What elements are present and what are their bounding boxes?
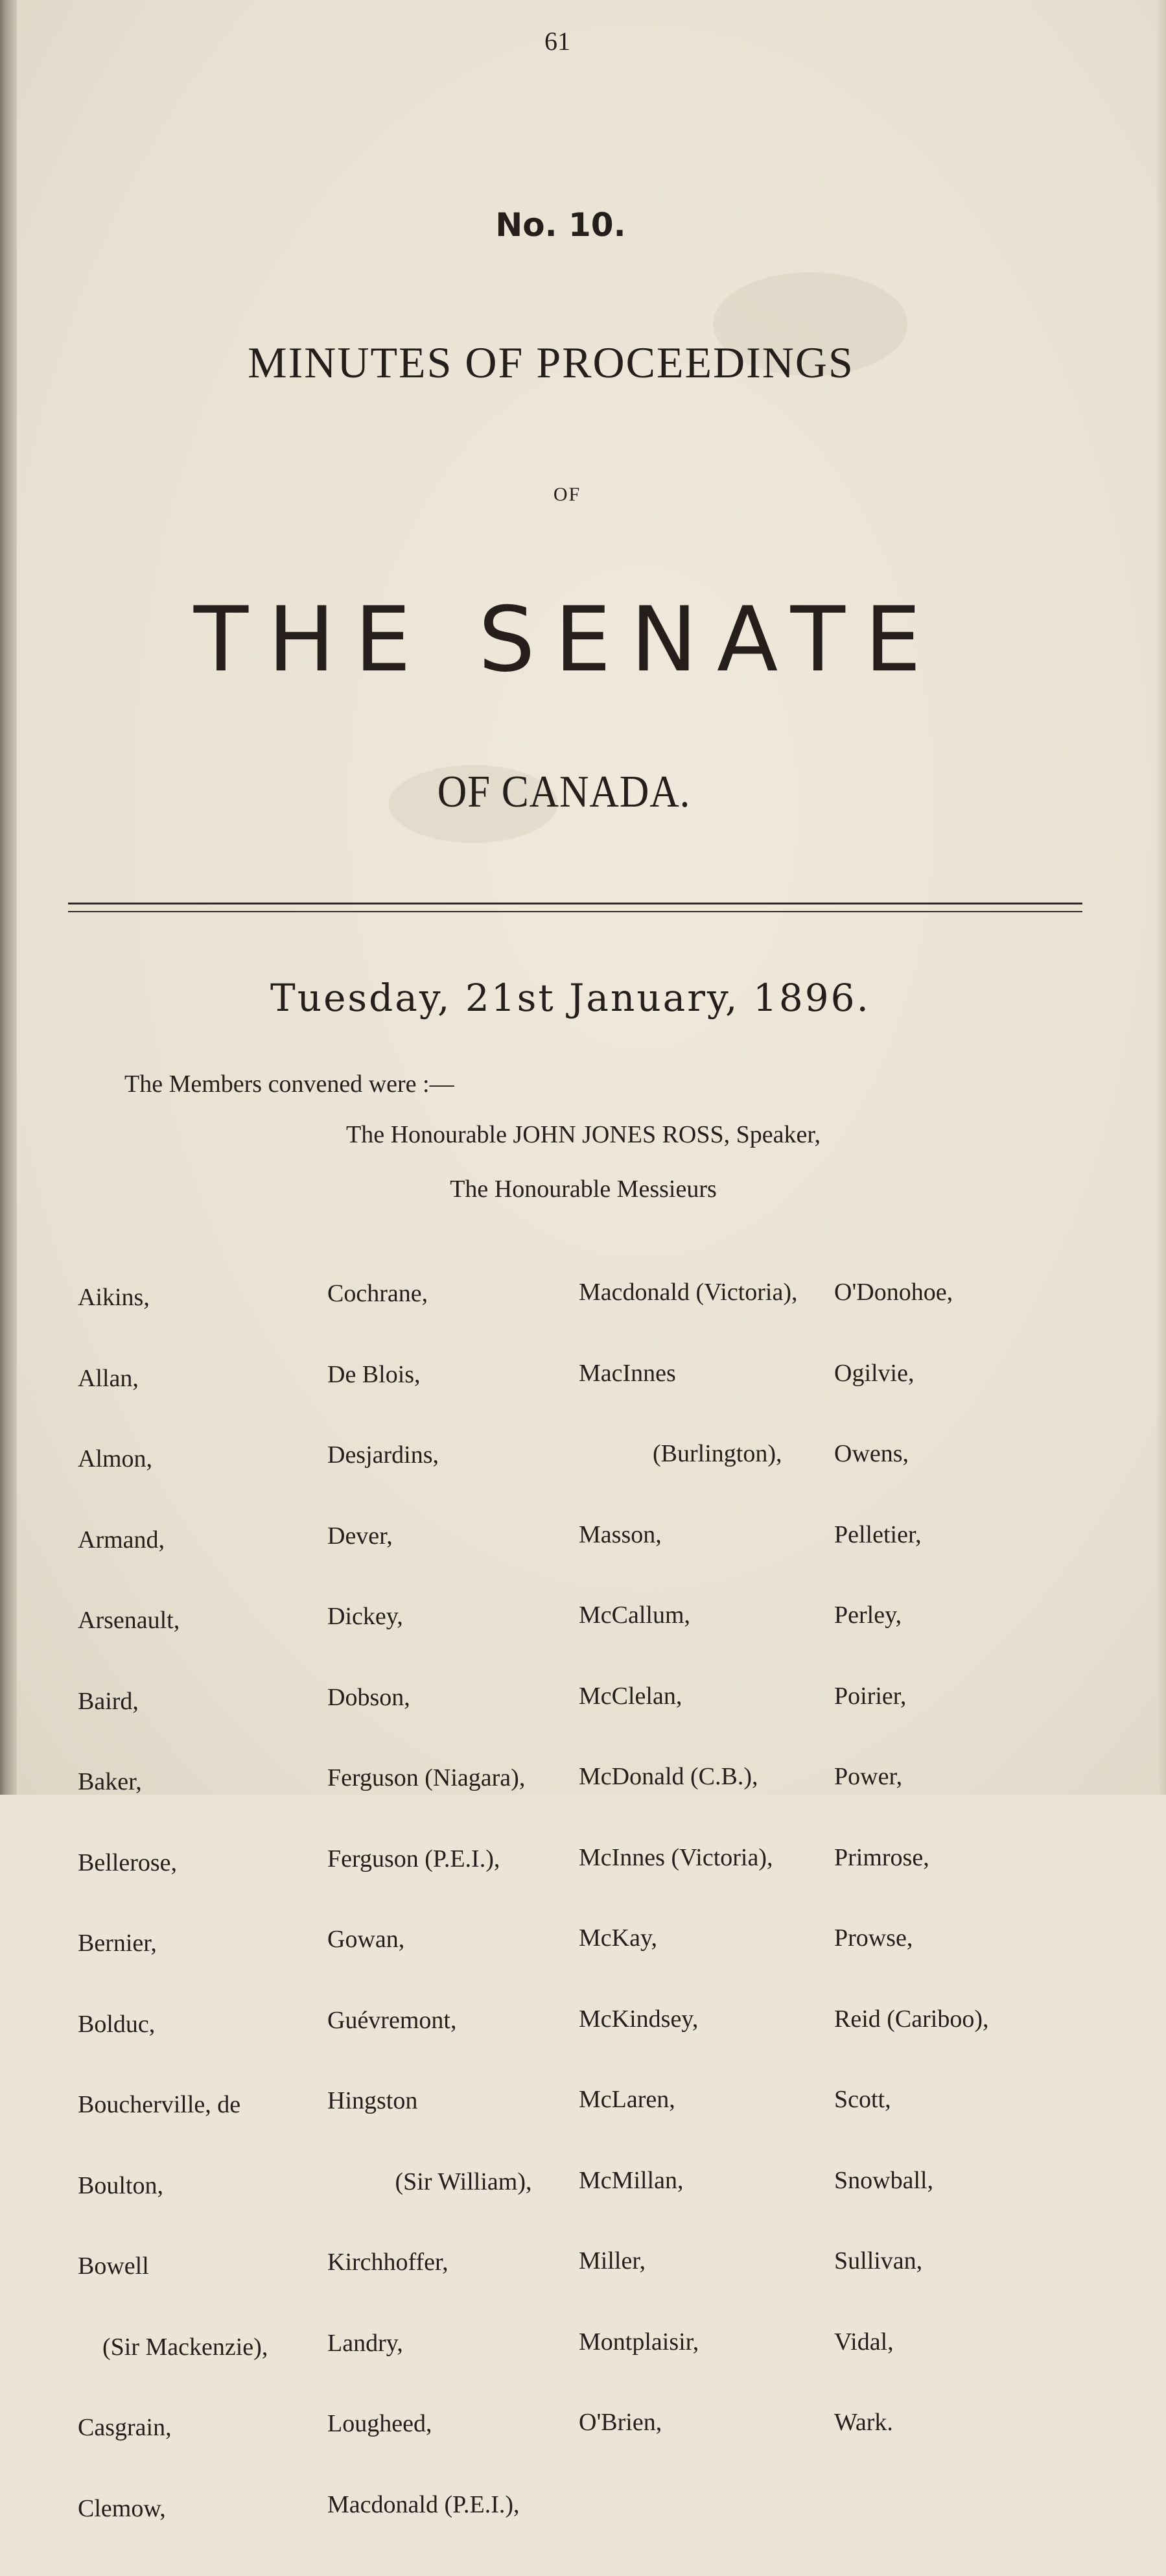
member-name: (Sir William),: [327, 2168, 532, 2195]
member-name: Snowball,: [834, 2166, 934, 2194]
minutes-heading: MINUTES OF PROCEEDINGS: [248, 338, 854, 387]
member-name: Owens,: [834, 1440, 909, 1467]
member-name: Bolduc,: [78, 2010, 156, 2038]
member-name: Clemow,: [78, 2494, 166, 2522]
members-column-1: [78, 1231, 268, 2576]
member-name: McClelan,: [579, 1682, 682, 1710]
member-name: Boucherville, de: [78, 2091, 241, 2118]
member-name: Scott,: [834, 2086, 891, 2113]
member-name: Primrose,: [834, 1843, 929, 1871]
member-name: Hingston: [327, 2087, 418, 2114]
member-name: Desjardins,: [327, 1441, 439, 1469]
member-name: Ferguson (Niagara),: [327, 1764, 526, 1791]
page-number: 61: [544, 27, 570, 56]
member-name: Ogilvie,: [834, 1359, 915, 1387]
member-name: Sullivan,: [834, 2247, 923, 2275]
member-name: McLaren,: [579, 2086, 675, 2113]
member-name: MacInnes: [579, 1359, 676, 1387]
member-name: Guévremont,: [327, 2006, 457, 2034]
member-name: Masson,: [579, 1520, 662, 1548]
member-name: Bellerose,: [78, 1849, 178, 1876]
member-name: Pelletier,: [834, 1520, 922, 1548]
member-name: Kirchhoffer,: [327, 2249, 449, 2276]
member-name: Miller,: [579, 2247, 646, 2275]
member-name: Boulton,: [78, 2171, 163, 2199]
member-name: Montplaisir,: [579, 2328, 699, 2356]
member-name: McInnes (Victoria),: [579, 1843, 773, 1871]
member-name: McKay,: [579, 1924, 657, 1952]
member-name: Bernier,: [78, 1930, 157, 1957]
session-date: Tuesday, 21st January, 1896.: [270, 976, 870, 1020]
member-name: Power,: [834, 1763, 903, 1790]
member-name: Reid (Cariboo),: [834, 2005, 989, 2033]
member-name: Dever,: [327, 1522, 393, 1550]
member-name: Aikins,: [78, 1284, 150, 1311]
members-intro: The Members convened were :—: [124, 1070, 454, 1098]
member-name: O'Donohoe,: [834, 1279, 953, 1306]
member-name: McMillan,: [579, 2166, 684, 2194]
member-name: Baker,: [78, 1768, 142, 1795]
member-name: (Burlington),: [579, 1440, 782, 1467]
member-name: Dickey,: [327, 1603, 403, 1630]
member-name: Armand,: [78, 1526, 165, 1554]
member-name: O'Brien,: [579, 2409, 662, 2436]
member-name: McKindsey,: [579, 2005, 699, 2033]
member-name: Almon,: [78, 1445, 153, 1472]
member-name: Landry,: [327, 2329, 403, 2357]
senate-heading: THE SENATE: [193, 587, 941, 692]
canada-heading: OF CANADA.: [437, 767, 691, 817]
member-name: Casgrain,: [78, 2414, 172, 2441]
members-column-4: [834, 1225, 989, 2490]
double-rule-bottom: [68, 911, 1082, 912]
member-name: De Blois,: [327, 1360, 421, 1388]
speaker-line: The Honourable JOHN JONES ROSS, Speaker,: [345, 1121, 821, 1148]
member-name: Macdonald (P.E.I.),: [327, 2490, 520, 2518]
document-number: No. 10.: [495, 206, 626, 244]
member-name: Arsenault,: [78, 1607, 180, 1634]
member-name: Perley,: [834, 1601, 902, 1629]
double-rule-top: [68, 903, 1082, 904]
member-name: Cochrane,: [327, 1280, 428, 1307]
member-name: Gowan,: [327, 1926, 405, 1953]
of-label: OF: [553, 484, 581, 505]
member-name: McCallum,: [579, 1601, 691, 1629]
member-name: Dobson,: [327, 1683, 410, 1711]
member-name: Prowse,: [834, 1924, 913, 1952]
member-name: Lougheed,: [327, 2410, 432, 2437]
member-name: McDonald (C.B.),: [579, 1763, 758, 1790]
member-name: Allan,: [78, 1364, 139, 1392]
member-name: Vidal,: [834, 2328, 894, 2356]
page-edge: [1157, 0, 1166, 1795]
binding-edge: [0, 0, 17, 1795]
member-name: (Sir Mackenzie),: [78, 2333, 268, 2361]
member-name: Ferguson (P.E.I.),: [327, 1845, 500, 1873]
member-name: Macdonald (Victoria),: [579, 1279, 798, 1306]
member-name: Baird,: [78, 1687, 139, 1715]
messieurs-line: The Honourable Messieurs: [450, 1176, 717, 1203]
member-name: Bowell: [78, 2252, 149, 2280]
members-column-2: [327, 1227, 531, 2572]
members-column-3: [579, 1225, 797, 2490]
member-name: Wark.: [834, 2409, 893, 2436]
member-name: Poirier,: [834, 1682, 907, 1710]
